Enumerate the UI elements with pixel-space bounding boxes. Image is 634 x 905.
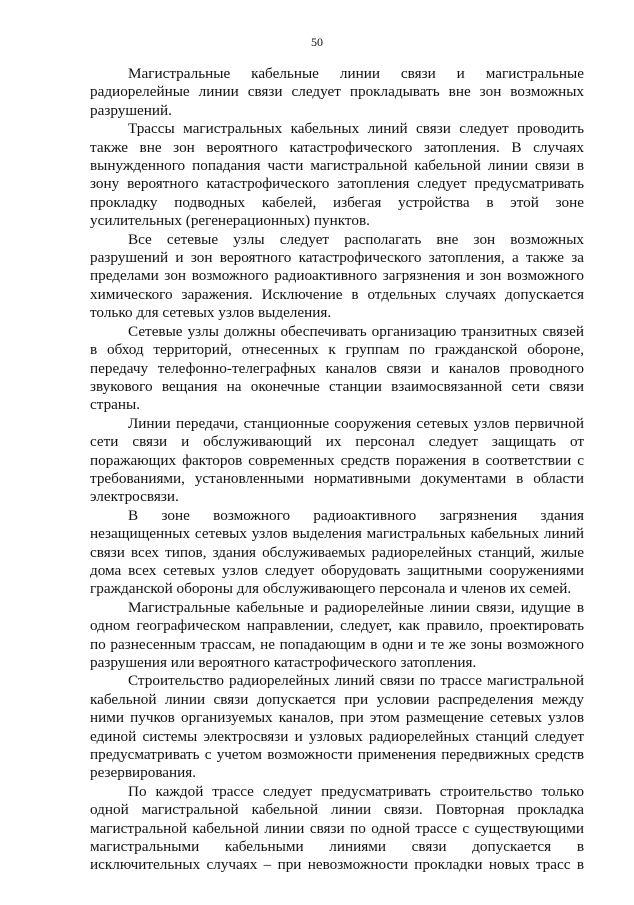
text-line: Трассы магистральных кабельных линий связи следует проводить	[128, 120, 584, 138]
paragraph	[90, 599, 584, 673]
text-line: химического заражения. Исключение в отдельных случаях допускается	[90, 285, 584, 303]
text-line: магистральными кабельными линиями связи допускается в	[90, 838, 584, 856]
text-line: ними пучков организуемых каналов, при этом размещение сетевых узлов	[90, 709, 584, 727]
text-line: Сетевые узлы должны обеспечивать организацию транзитных связей	[128, 322, 584, 340]
text-line: сети связи и обслуживающий их персонал следует защищать от	[90, 433, 584, 451]
paragraph	[90, 120, 584, 230]
text-line: пределами зон возможного радиоактивного загрязнения и зон возможного	[90, 267, 584, 285]
text-line: Строительство радиорелейных линий связи по трассе магистральной	[128, 672, 584, 690]
text-line: разрушений.	[90, 101, 172, 119]
text-line: В зоне возможного радиоактивного загрязнения здания	[128, 506, 584, 524]
text-line: радиорелейные линии связи следует прокладывать вне зон возможных	[90, 83, 584, 101]
text-line: требованиями, установленными нормативными документами в области	[90, 469, 584, 487]
text-line: разрушения или вероятного катастрофического затопления.	[90, 654, 477, 671]
text-line: гражданской обороны для обслуживающего персонала и членов их семей.	[90, 580, 572, 598]
text-line: только для сетевых узлов выделения.	[90, 304, 332, 322]
text-line: прокладку подводных кабелей, избегая устройства в этой зоне	[90, 193, 584, 211]
paragraph	[90, 783, 584, 875]
text-line: По каждой трассе следует предусматривать строительство только	[128, 782, 584, 800]
paragraph	[90, 415, 584, 507]
text-line: Линии передачи, станционные сооружения сетевых узлов первичной	[128, 414, 584, 432]
document-body	[90, 65, 584, 875]
text-line: единой системы электросвязи и узловых радиорелейных станций следует	[90, 727, 584, 745]
text-line: предусматривать с учетом возможности применения передвижных средств	[90, 746, 584, 764]
text-line: по разнесенным трассам, не попадающим в одни и те же зоны возможного	[90, 635, 584, 653]
text-line: электросвязи.	[90, 488, 179, 506]
text-line: страны.	[90, 396, 141, 414]
page-number: 50	[311, 35, 323, 49]
text-line: разрушений и зон вероятного катастрофического затопления, а также за	[90, 249, 584, 267]
paragraph	[90, 231, 584, 323]
text-line: связи всех типов, здания обслуживаемых радиорелейных станций, жилые	[90, 543, 584, 561]
text-line: в обход территорий, отнесенных к группам по гражданской обороне,	[90, 341, 584, 359]
text-line: передачу телефонно-телеграфных каналов связи и каналов проводного	[90, 359, 584, 377]
text-line: вынужденного попадания части магистральной кабельной линии связи в	[90, 157, 584, 175]
text-line: зону вероятного катастрофического затопления следует предусматривать	[90, 175, 584, 193]
paragraph	[90, 672, 584, 782]
text-line: исключительных случаях – при невозможности прокладки новых трасс в	[90, 856, 584, 874]
text-line: поражающих факторов современных средств поражения в соответствии с	[90, 451, 584, 469]
text-line: Все сетевые узлы следует располагать вне зон возможных	[128, 230, 584, 248]
text-line: резервирования.	[90, 764, 197, 782]
text-line: Магистральные кабельные линии связи и магистральные	[128, 65, 584, 82]
text-line: усилительных (регенерационных) пунктов.	[90, 212, 370, 230]
text-line: также вне зон вероятного катастрофического затопления. В случаях	[90, 138, 584, 156]
text-line: незащищенных сетевых узлов выделения магистральных кабельных линий	[90, 525, 584, 543]
text-line: одной магистральной кабельной линии связи. Повторная прокладка	[90, 801, 584, 819]
text-line: Магистральные кабельные и радиорелейные линии связи, идущие в	[128, 598, 584, 616]
text-line: магистральной кабельной линии связи по одной трассе с существующими	[90, 819, 584, 837]
paragraph	[90, 507, 584, 599]
text-line: одном географическом направлении, следует, как правило, проектировать	[90, 617, 584, 635]
paragraph	[90, 323, 584, 415]
text-line: звукового вещания на оконечные станции взаимосвязанной сети связи	[90, 377, 584, 395]
text-line: кабельной линии связи допускается при условии распределения между	[90, 690, 584, 708]
paragraph	[90, 65, 584, 120]
text-line: дома всех сетевых узлов следует оборудовать защитными сооружениями	[90, 561, 584, 579]
